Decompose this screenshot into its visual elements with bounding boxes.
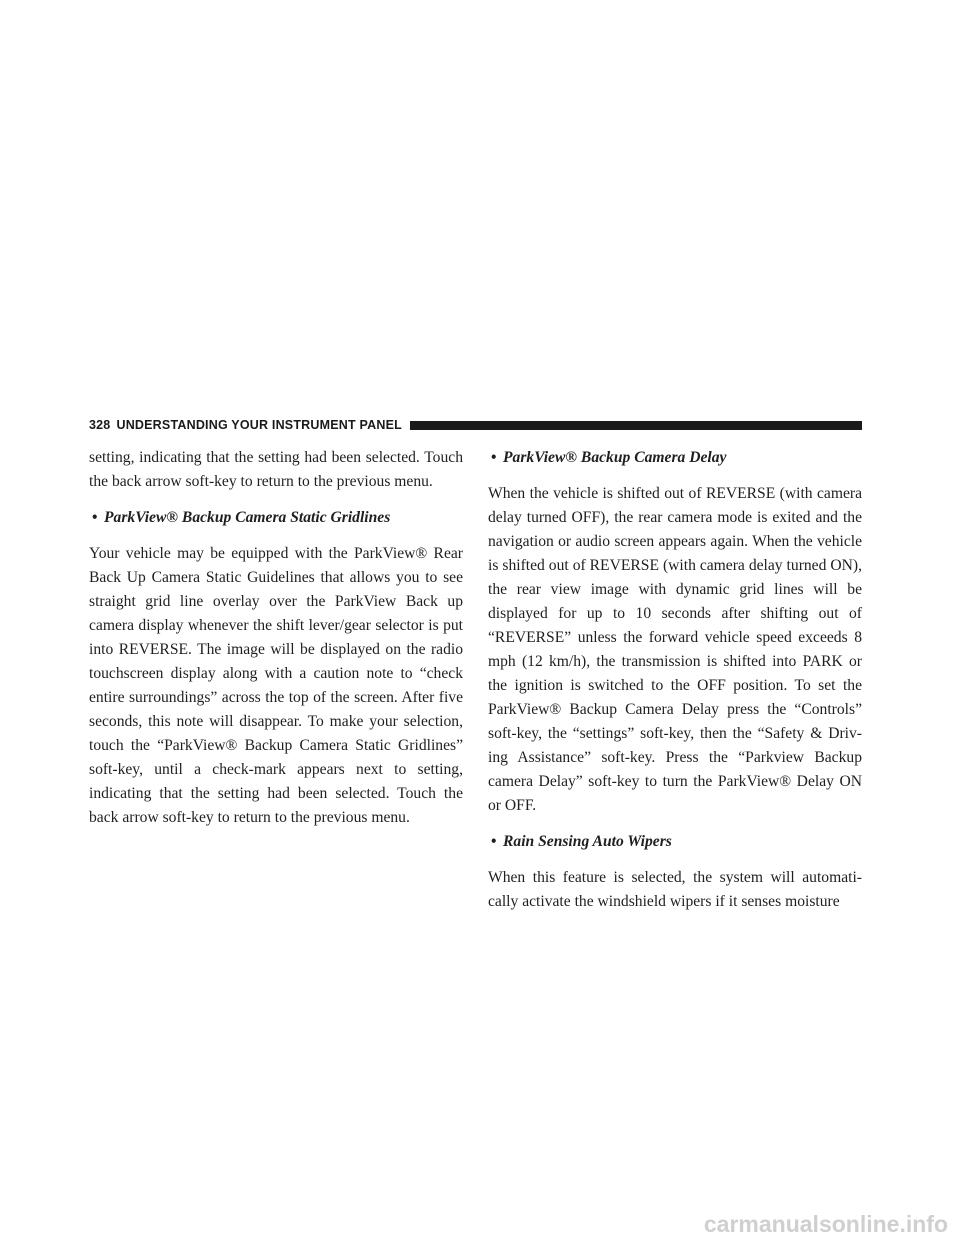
section-title: UNDERSTANDING YOUR INSTRUMENT PANEL: [116, 418, 402, 432]
bullet-dot-icon: •: [92, 509, 98, 526]
bullet-rain-wipers: [488, 830, 862, 854]
right-paragraph-1: When the vehicle is shifted out of REVERSE (with camera delay turned OFF), the rear camera mode is exited and the navigation or audio screen appears again. When the vehicle is shifted out of REVERSE (with camera delay turned ON), the rear view image with dynamic grid lines will be displayed for up to 10 seconds after shifting out of “REVERSE” unless the forward vehicle speed exceeds 8 mph (12 km/h), the transmission is shifted into PARK or the ignition is switched to the OFF position. To set the ParkView® Backup Camera Delay press the “Controls” soft-key, the “settings” soft-key, then the “Safety & Driv-ing Assistance” soft-key. Press the “Parkview Backup camera Delay” soft-key to turn the ParkView® Delay ON or OFF.: [488, 485, 862, 814]
left-column: [89, 446, 463, 842]
left-paragraph-2: Your vehicle may be equipped with the ParkView® Rear Back Up Camera Static Guidelines that allows you to see straight grid line overlay over the ParkView Back up camera display whenever the shift lever/gear selector is put into REVERSE. The image will be displayed on the radio touchscreen display along with a caution note to “check entire surroundings” across the top of the screen. After five seconds, this note will disappear. To make your selection, touch the “ParkView® Backup Camera Static Gridlines” soft-key, until a check-mark appears next to setting, indicating that the setting had been selected. Touch the back arrow soft-key to return to the previous menu.: [89, 545, 463, 826]
bullet-static-gridlines: [89, 506, 463, 530]
page-number: 328: [89, 418, 111, 432]
page-header: [89, 416, 862, 434]
right-column: [488, 446, 862, 926]
watermark: carmanualsonline.info: [703, 1211, 948, 1237]
bullet-heading: ParkView® Backup Camera Delay: [503, 449, 727, 466]
bullet-dot-icon: •: [491, 449, 497, 466]
right-paragraph-2: When this feature is selected, the system will automati-cally activate the windshield wipers if it senses moisture: [488, 869, 862, 910]
header-rule: [410, 421, 862, 430]
bullet-heading: Rain Sensing Auto Wipers: [503, 833, 672, 850]
bullet-heading: ParkView® Backup Camera Static Gridlines: [104, 509, 391, 526]
left-paragraph-1: setting, indicating that the setting had been selected. Touch the back arrow soft-key to return to the previous menu.: [89, 449, 463, 490]
bullet-dot-icon: •: [491, 833, 497, 850]
bullet-camera-delay: [488, 446, 862, 470]
